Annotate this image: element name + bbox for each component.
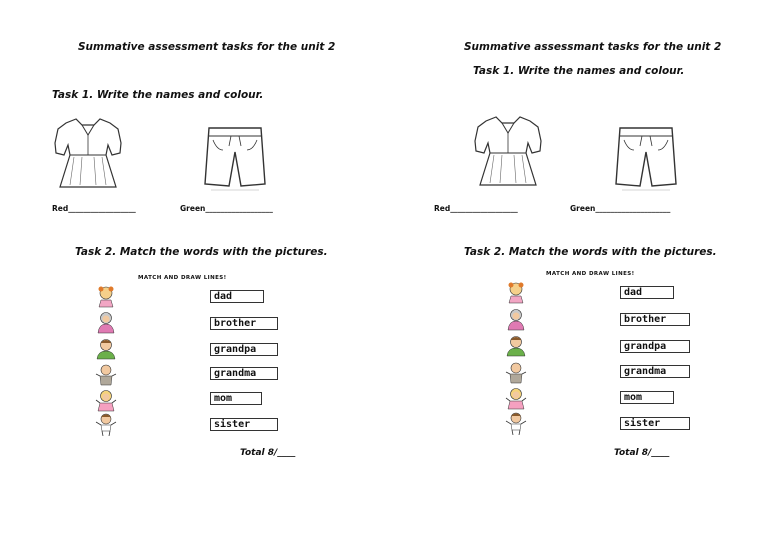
match-exercise [498, 267, 706, 439]
red-answer-line[interactable]: Red__________________ [434, 204, 518, 213]
dress-icon [52, 115, 124, 195]
girl-icon [504, 280, 528, 304]
match-heading: MATCH AND DRAW LINES! [138, 275, 227, 281]
grandma-icon [94, 310, 118, 334]
match-exercise [88, 270, 296, 440]
word-box-brother[interactable]: brother [210, 317, 278, 330]
man-icon [94, 362, 118, 386]
word-box-grandpa[interactable]: grandpa [210, 343, 278, 356]
girl-icon [94, 284, 118, 308]
word-box-dad[interactable]: dad [210, 290, 264, 303]
red-answer-line[interactable]: Red__________________ [52, 204, 136, 213]
word-box-dad[interactable]: dad [620, 286, 674, 299]
worksheet-title: Summative assessment tasks for the unit 2 [78, 41, 336, 53]
shorts-icon [203, 122, 267, 194]
man-icon [504, 360, 528, 384]
word-box-grandma[interactable]: grandma [210, 367, 278, 380]
grandma-icon [504, 307, 528, 331]
task2-instruction: Task 2. Match the words with the pictures. [464, 246, 717, 258]
green-answer-line[interactable]: Green____________________ [570, 204, 671, 213]
word-box-mom[interactable]: mom [210, 392, 262, 405]
green-answer-line[interactable]: Green__________________ [180, 204, 273, 213]
shorts-icon [614, 122, 678, 194]
task1-instruction: Task 1. Write the names and colour. [473, 65, 685, 77]
boy-icon [94, 412, 118, 436]
word-box-mom[interactable]: mom [620, 391, 674, 404]
word-box-grandpa[interactable]: grandpa [620, 340, 690, 353]
word-box-brother[interactable]: brother [620, 313, 690, 326]
woman-icon [94, 388, 118, 412]
dress-icon [472, 113, 544, 193]
total-score: Total 8/____ [614, 448, 670, 458]
word-box-grandma[interactable]: grandma [620, 365, 690, 378]
grandpa-icon [94, 336, 118, 360]
word-box-sister[interactable]: sister [210, 418, 278, 431]
woman-icon [504, 386, 528, 410]
task1-instruction: Task 1. Write the names and colour. [52, 89, 264, 101]
worksheet-title: Summative assessmant tasks for the unit 2 [464, 41, 722, 53]
grandpa-icon [504, 333, 528, 357]
total-score: Total 8/____ [240, 448, 296, 458]
task2-instruction: Task 2. Match the words with the pictures. [75, 246, 328, 258]
match-heading: MATCH AND DRAW LINES! [546, 271, 635, 277]
boy-icon [504, 411, 528, 435]
word-box-sister[interactable]: sister [620, 417, 690, 430]
worksheet-right [384, 0, 768, 543]
